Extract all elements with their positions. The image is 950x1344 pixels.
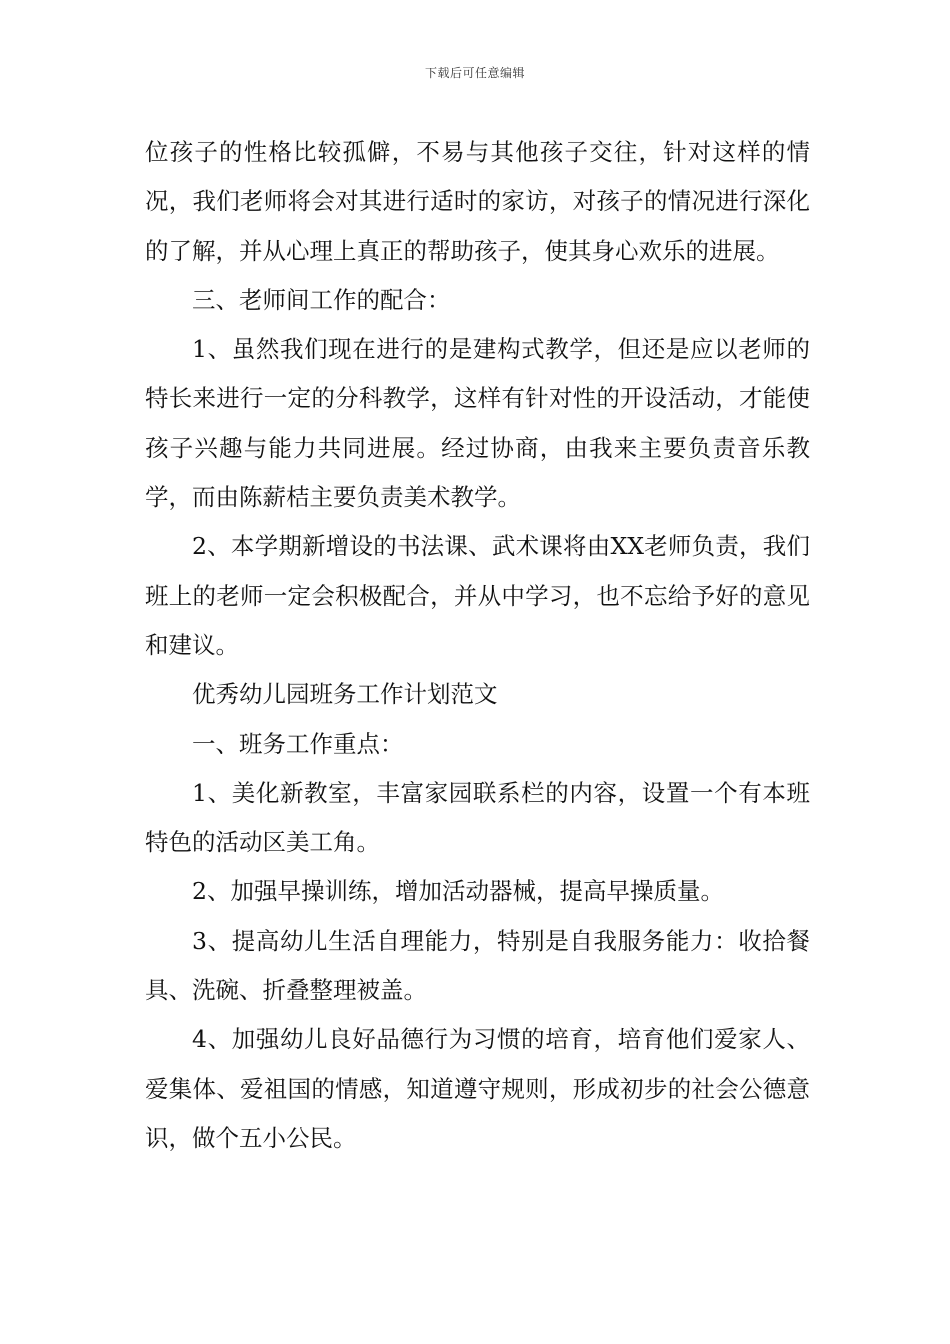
body-paragraph: 4、加强幼儿良好品德行为习惯的培育，培育他们爱家人、爱集体、爱祖国的情感，知道遵守规则，形成初步的社会公德意识，做个五小公民。	[145, 1025, 810, 1152]
document-subtitle: 优秀幼儿园班务工作计划范文	[192, 680, 498, 709]
document-body	[145, 128, 810, 1163]
body-paragraph: 3、提高幼儿生活自理能力，特别是自我服务能力：收拾餐具、洗碗、折叠整理被盖。	[145, 926, 810, 1005]
section-heading-class-work-focus: 一、班务工作重点：	[192, 729, 404, 758]
body-paragraph: 位孩子的性格比较孤僻，不易与其他孩子交往，针对这样的情况，我们老师将会对其进行适时的家访，对孩子的情况进行深化的了解，并从心理上真正的帮助孩子，使其身心欢乐的进展。	[145, 138, 810, 265]
body-paragraph: 1、美化新教室，丰富家园联系栏的内容，设置一个有本班特色的活动区美工角。	[145, 778, 810, 857]
section-heading-teacher-cooperation: 三、老师间工作的配合：	[192, 285, 451, 314]
body-paragraph: 2、加强早操训练，增加活动器械，提高早操质量。	[192, 877, 724, 906]
body-paragraph: 2、本学期新增设的书法课、武术课将由XX老师负责，我们班上的老师一定会积极配合，并从中学习，也不忘给予好的意见和建议。	[145, 532, 810, 659]
body-paragraph: 1、虽然我们现在进行的是建构式教学，但还是应以老师的特长来进行一定的分科教学，这样有针对性的开设活动，才能使孩子兴趣与能力共同进展。经过协商，由我来主要负责音乐教学，而由陈薪桔主要负责美术教学。	[145, 335, 810, 512]
page-header-note: 下载后可任意编辑	[424, 66, 525, 80]
